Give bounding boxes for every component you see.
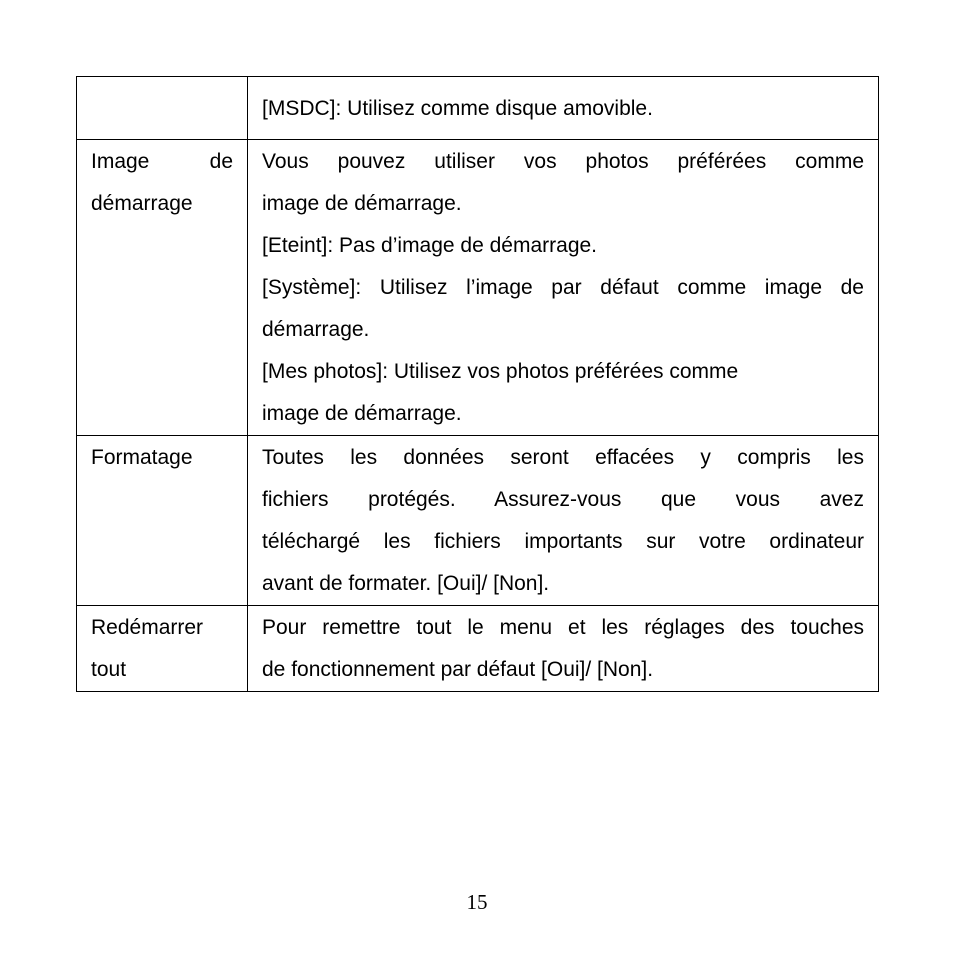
setting-label-cell — [77, 436, 248, 606]
setting-label-line: Redémarrer — [91, 616, 204, 639]
description-line: [MSDC]: Utilisez comme disque amovible. — [262, 97, 653, 120]
description-line: [Système]: Utilisez l’image par défaut comme image de — [262, 276, 864, 299]
table-row — [77, 77, 879, 140]
description-line: image de démarrage. — [262, 192, 462, 215]
setting-label-cell — [77, 606, 248, 692]
description-line: Toutes les données seront effacées y compris les — [262, 446, 864, 469]
settings-table — [76, 76, 879, 692]
table-row — [77, 436, 879, 606]
description-line: démarrage. — [262, 318, 370, 341]
table-row — [77, 140, 879, 436]
setting-label-line: tout — [91, 658, 127, 681]
description-line: Vous pouvez utiliser vos photos préférées comme — [262, 150, 864, 173]
description-line: image de démarrage. — [262, 402, 462, 425]
setting-description-cell — [248, 77, 879, 140]
setting-description-cell — [248, 140, 879, 436]
setting-label-cell — [77, 77, 248, 140]
setting-description-cell — [248, 606, 879, 692]
description-line: Pour remettre tout le menu et les réglages des touches — [262, 616, 864, 639]
setting-label-cell — [77, 140, 248, 436]
description-line: fichiers protégés. Assurez-vous que vous avez — [262, 488, 864, 511]
setting-label-line: Formatage — [91, 446, 193, 469]
description-line: téléchargé les fichiers importants sur votre ordinateur — [262, 530, 864, 553]
setting-description-cell — [248, 436, 879, 606]
description-line: [Eteint]: Pas d’image de démarrage. — [262, 234, 598, 257]
setting-label-line: Image de — [91, 150, 233, 173]
description-line: [Mes photos]: Utilisez vos photos préférées comme — [262, 360, 739, 383]
description-line: de fonctionnement par défaut [Oui]/ [Non]. — [262, 658, 654, 681]
table-row — [77, 606, 879, 692]
setting-label-line: démarrage — [91, 192, 193, 215]
page-number: 15 — [466, 890, 488, 914]
description-line: avant de formater. [Oui]/ [Non]. — [262, 572, 550, 595]
